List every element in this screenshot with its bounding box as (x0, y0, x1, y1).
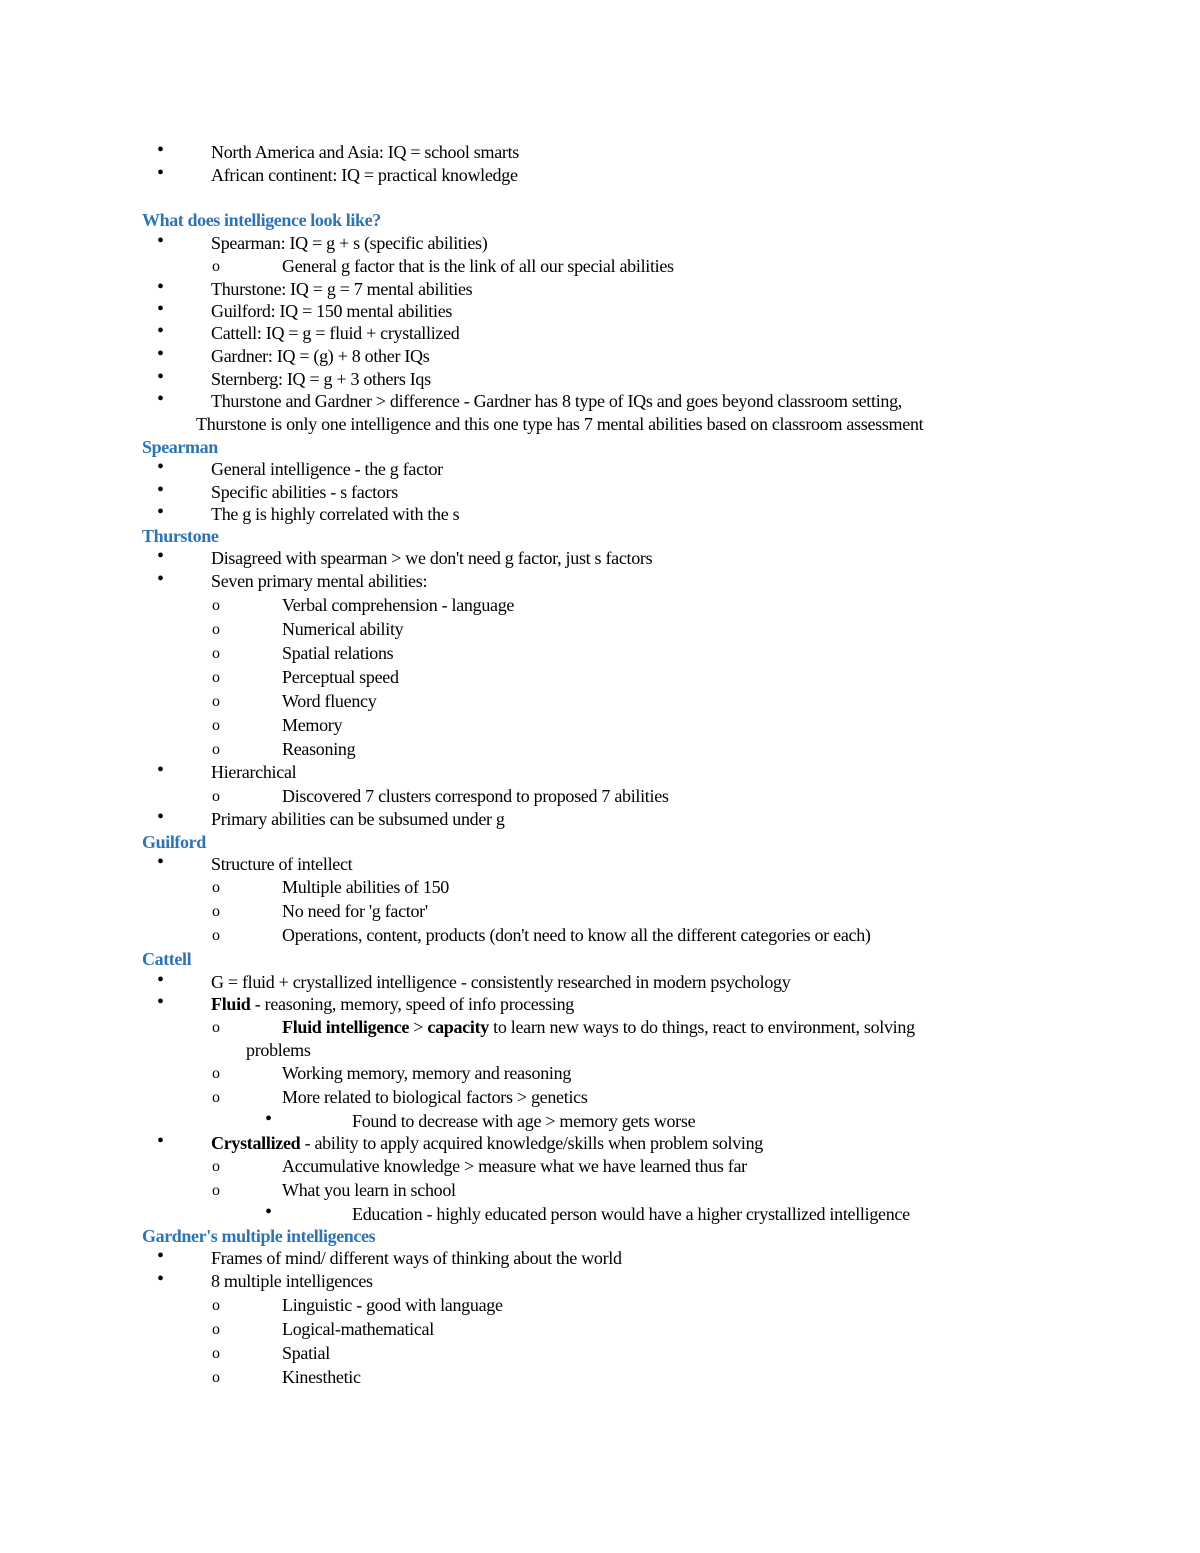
sub-bullet: o (212, 788, 220, 805)
bullet: • (157, 851, 165, 873)
sub-bullet: o (212, 879, 220, 896)
bold-term: capacity (427, 1017, 489, 1037)
sub-bullet: o (212, 693, 220, 710)
bullet: • (157, 139, 165, 161)
list-item: Guilford: IQ = 150 mental abilities (211, 301, 453, 321)
bold-term: Crystallized (211, 1133, 301, 1153)
bullet: • (157, 501, 165, 523)
list-item: No need for 'g factor' (282, 901, 428, 921)
list-item: Disagreed with spearman > we don't need g factor, just s factors (211, 548, 653, 568)
section-heading: What does intelligence look like? (142, 210, 381, 230)
sub-bullet: o (212, 645, 220, 662)
list-item: Specific abilities - s factors (211, 482, 398, 502)
list-item: Seven primary mental abilities: (211, 571, 428, 591)
bullet: • (157, 162, 165, 184)
sub-bullet: o (212, 1345, 220, 1362)
bullet: • (157, 806, 165, 828)
list-item: North America and Asia: IQ = school smarts (211, 142, 519, 162)
list-item (282, 1017, 915, 1038)
item-text: > (409, 1017, 428, 1037)
bullet: • (157, 276, 165, 298)
sub-bullet: o (212, 1369, 220, 1386)
list-item: Discovered 7 clusters correspond to proposed 7 abilities (282, 786, 669, 806)
section-heading-gardner: Gardner's multiple intelligences (142, 1226, 376, 1246)
sub-bullet: o (212, 741, 220, 758)
bullet: • (157, 991, 165, 1013)
bullet: • (157, 479, 165, 501)
bullet: • (265, 1108, 273, 1130)
list-item: Found to decrease with age > memory gets worse (352, 1111, 696, 1131)
list-item: Gardner: IQ = (g) + 8 other IQs (211, 346, 430, 366)
item-text: to learn new ways to do things, react to environment, solving (488, 1017, 915, 1037)
list-item: Primary abilities can be subsumed under g (211, 809, 505, 829)
item-text: - ability to apply acquired knowledge/skills when problem solving (300, 1133, 764, 1153)
list-item: General intelligence - the g factor (211, 459, 443, 479)
list-item: Numerical ability (282, 619, 404, 639)
list-item: Education - highly educated person would have a higher crystallized intelligence (352, 1204, 910, 1224)
sub-bullet: o (212, 669, 220, 686)
list-item: Cattell: IQ = g = fluid + crystallized (211, 323, 460, 343)
bullet: • (157, 969, 165, 991)
sub-bullet: o (212, 903, 220, 920)
bullet: • (157, 545, 165, 567)
sub-bullet: o (212, 621, 220, 638)
list-item: More related to biological factors > genetics (282, 1087, 588, 1107)
item-text: - reasoning, memory, speed of info processing (250, 994, 574, 1014)
bullet: • (157, 298, 165, 320)
list-item: Multiple abilities of 150 (282, 877, 449, 897)
sub-bullet: o (212, 927, 220, 944)
list-item: Reasoning (282, 739, 356, 759)
bold-term: Fluid intelligence (282, 1017, 410, 1037)
list-item: African continent: IQ = practical knowledge (211, 165, 518, 185)
list-item: Frames of mind/ different ways of thinking about the world (211, 1248, 622, 1268)
list-item: Hierarchical (211, 762, 297, 782)
list-item (211, 1133, 763, 1154)
bullet: • (157, 230, 165, 252)
list-item: Accumulative knowledge > measure what we have learned thus far (282, 1156, 747, 1176)
bullet: • (157, 759, 165, 781)
bold-term: Fluid (211, 994, 251, 1014)
list-item: Verbal comprehension - language (282, 595, 515, 615)
bullet: • (157, 1130, 165, 1152)
list-item: Perceptual speed (282, 667, 399, 687)
list-item: Kinesthetic (282, 1367, 361, 1387)
list-item: Spatial relations (282, 643, 394, 663)
list-item: Thurstone: IQ = g = 7 mental abilities (211, 279, 473, 299)
sub-bullet: o (212, 717, 220, 734)
list-item-continuation: Thurstone is only one intelligence and this one type has 7 mental abilities based on classroom assessment (196, 414, 924, 434)
list-item: Spearman: IQ = g + s (specific abilities) (211, 233, 488, 253)
bullet: • (157, 568, 165, 590)
list-item: Memory (282, 715, 343, 735)
list-item: 8 multiple intelligences (211, 1271, 373, 1291)
sub-bullet: o (212, 1158, 220, 1175)
bullet: • (157, 1268, 165, 1290)
bullet: • (157, 366, 165, 388)
section-heading-guilford: Guilford (142, 832, 206, 852)
sub-bullet: o (212, 1019, 220, 1036)
section-heading-cattell: Cattell (142, 949, 192, 969)
sub-bullet: o (212, 1065, 220, 1082)
list-item: What you learn in school (282, 1180, 456, 1200)
list-item-continuation: problems (246, 1040, 311, 1060)
list-item: Working memory, memory and reasoning (282, 1063, 572, 1083)
list-item: Spatial (282, 1343, 330, 1363)
list-item: Word fluency (282, 691, 377, 711)
list-item: Sternberg: IQ = g + 3 others Iqs (211, 369, 431, 389)
list-item: The g is highly correlated with the s (211, 504, 460, 524)
bullet: • (157, 320, 165, 342)
sub-bullet: o (212, 1089, 220, 1106)
sub-bullet: o (212, 1182, 220, 1199)
sub-bullet: o (212, 1321, 220, 1338)
bullet: • (157, 1245, 165, 1267)
sub-bullet: o (212, 1297, 220, 1314)
sub-bullet: o (212, 597, 220, 614)
list-item: Logical-mathematical (282, 1319, 434, 1339)
section-heading-thurstone: Thurstone (142, 526, 219, 546)
list-item: General g factor that is the link of all our special abilities (282, 256, 674, 276)
list-item: Operations, content, products (don't need to know all the different categories or each) (282, 925, 871, 945)
bullet: • (265, 1201, 273, 1223)
list-item: Thurstone and Gardner > difference - Gardner has 8 type of IQs and goes beyond classroom setting, (211, 391, 902, 411)
list-item: G = fluid + crystallized intelligence - consistently researched in modern psychology (211, 972, 791, 992)
bullet: • (157, 343, 165, 365)
list-item: Linguistic - good with language (282, 1295, 503, 1315)
section-heading-spearman: Spearman (142, 437, 218, 457)
list-item (211, 994, 574, 1015)
bullet: • (157, 456, 165, 478)
bullet: • (157, 388, 165, 410)
list-item: Structure of intellect (211, 854, 353, 874)
sub-bullet: o (212, 258, 220, 275)
